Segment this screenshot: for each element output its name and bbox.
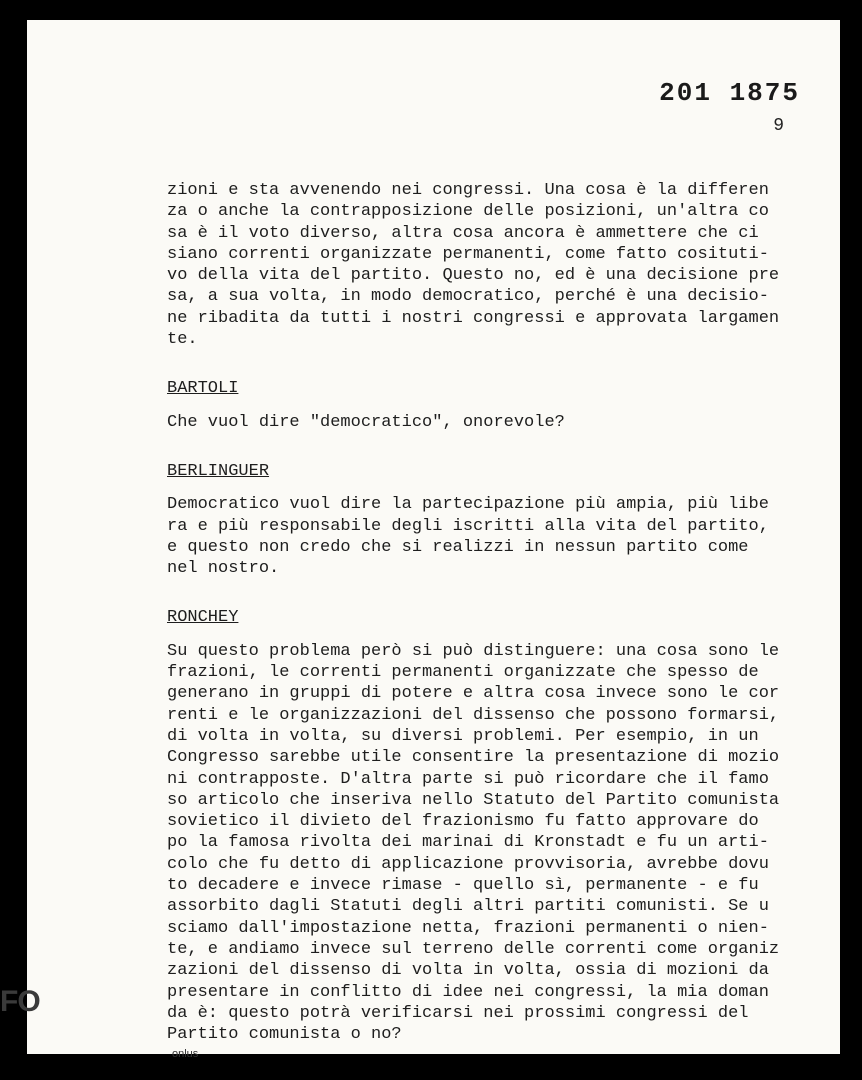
transcript-body — [167, 180, 797, 1045]
archive-watermark-sub: onlus — [172, 1048, 199, 1060]
paragraph: Che vuol dire "democratico", onorevole? — [167, 412, 565, 432]
paragraph: Democratico vuol dire la partecipazione più ampia, più libe ra e più responsabile degli iscritti alla vita del partito, e questo non credo che si realizzi in nessun partito come nel nostro. — [167, 495, 769, 579]
paragraph: zioni e sta avvenendo nei congressi. Una cosa è la differen za o anche la contrapposizione delle posizioni, un'altra co sa è il voto diverso, altra cosa ancora è ammettere che ci siano correnti organizzate permanenti, come fatto cosituti- vo della vita del partito. Questo no, ed è una decisione pre sa, a sua volta, in modo democratico, perché è una decisio- ne ribadita da tutti i nostri congressi e approvata largamen te. — [167, 181, 780, 350]
speaker-name: BARTOLI — [167, 379, 239, 399]
paragraph: Su questo problema però si può distinguere: una cosa sono le frazioni, le correnti permanenti organizzate che spesso de generano in gruppi di potere e altra cosa invece sono le cor renti e le organizzazioni del dissenso che possono formarsi, di volta in volta, su diversi problemi. Per esempio, in un Congresso sarebbe utile consentire la presentazione di mozio ni contrapposte. D'altra parte si può ricordare che il famo so articolo che inseriva nello Statuto del Partito comunista sovietico il divieto del frazionismo fu fatto approvare do po la famosa rivolta dei marinai di Kronstadt e fu un arti- colo che fu detto di applicazione provvisoria, avrebbe dovu to decadere e invece rimase - quello sì, permanente - e fu assorbito dagli Statuti degli altri partiti comunisti. Se u sciamo dall'impostazione netta, frazioni permanenti o nien- te, e andiamo invece sul terreno delle correnti come organiz zazioni del dissenso di volta in volta, ossia di mozioni da presentare in conflitto di idee nei congressi, la mia doman da è: questo potrà verificarsi nei prossimi congressi del Partito comunista o no? — [167, 641, 780, 1045]
speaker-name: BERLINGUER — [167, 461, 270, 481]
page-number: 9 — [773, 116, 784, 136]
speaker-name: RONCHEY — [167, 608, 239, 628]
document-number: 201 1875 — [659, 78, 800, 108]
document-page — [27, 20, 840, 1054]
archive-watermark: FO — [0, 985, 40, 1018]
